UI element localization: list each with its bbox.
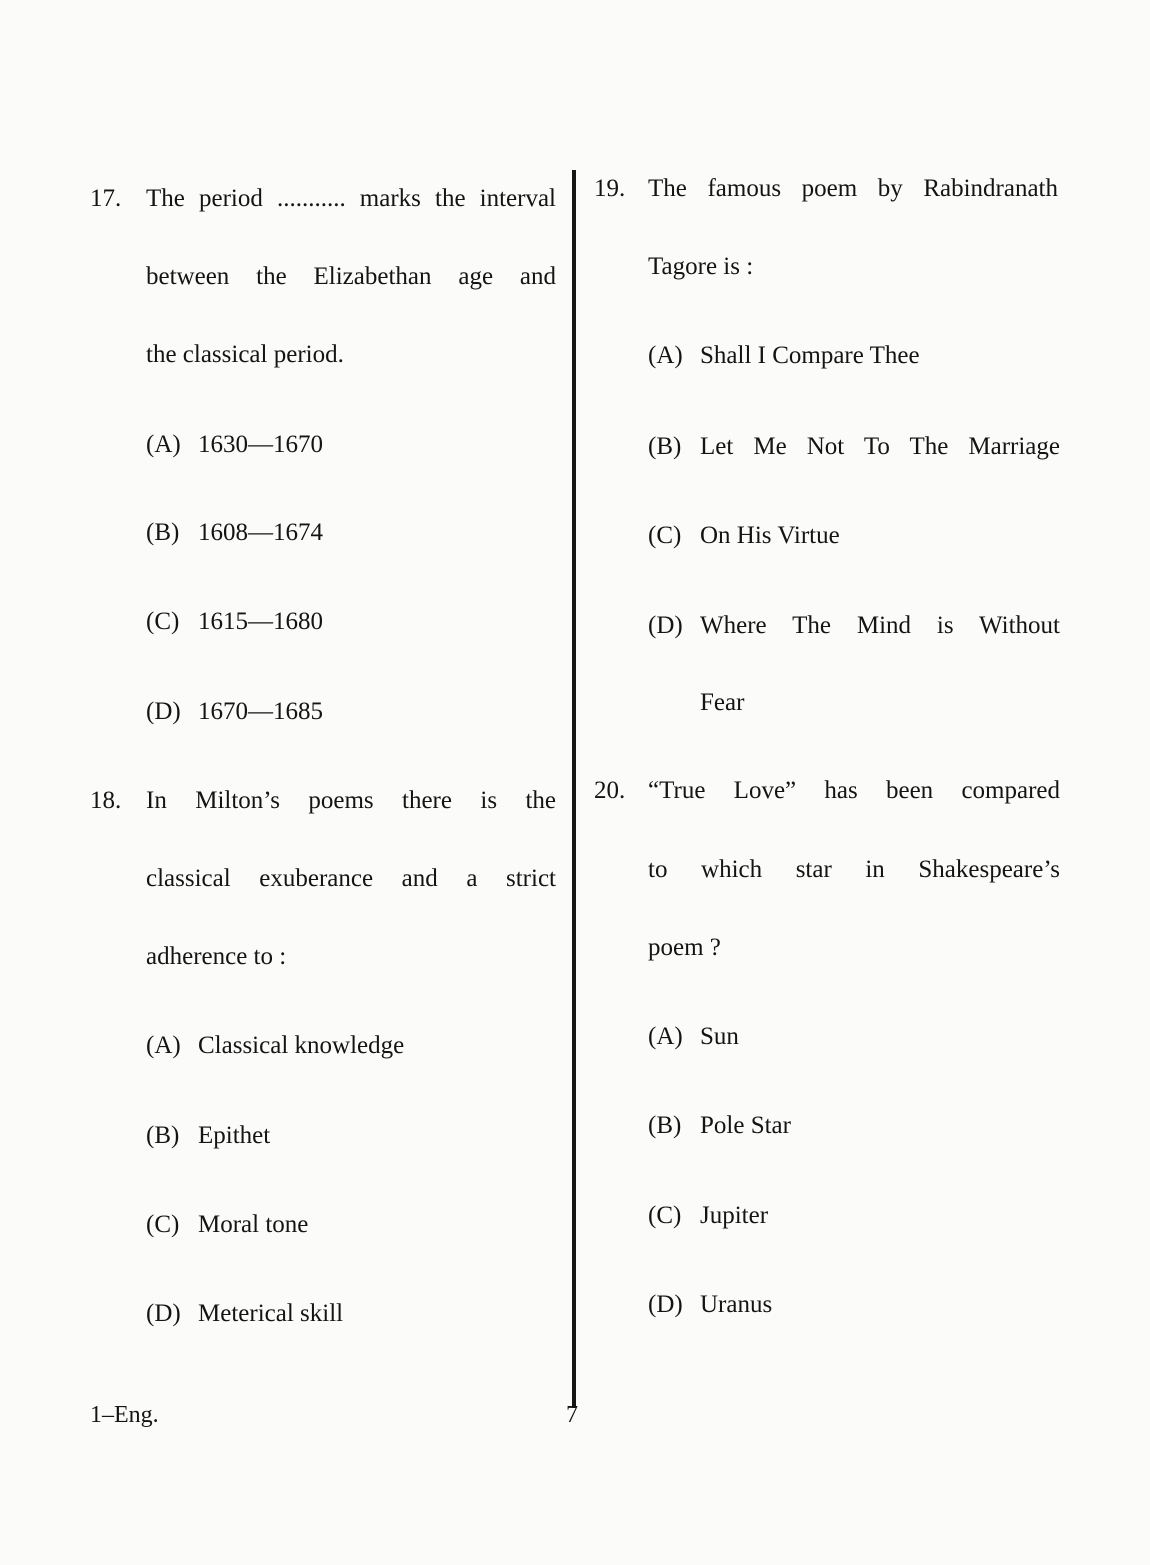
question-text-line: between the Elizabethan age and: [146, 263, 556, 290]
option-d[interactable]: [648, 1290, 772, 1320]
option-a[interactable]: [146, 1031, 404, 1061]
option-text: 1608—1674: [198, 519, 323, 546]
option-a[interactable]: [648, 341, 920, 371]
page-number: 7: [566, 1402, 578, 1428]
option-b[interactable]: [146, 518, 323, 548]
question-number: 18.: [90, 787, 122, 814]
option-text: Moral tone: [198, 1211, 309, 1238]
option-text: Sun: [700, 1023, 739, 1050]
question-text-line: the classical period.: [146, 341, 344, 368]
option-letter: (A): [648, 342, 683, 369]
question-text-line: classical exuberance and a strict: [146, 865, 556, 892]
option-text: Jupiter: [700, 1202, 769, 1229]
question-text-line: “True Love” has been compared: [648, 777, 1060, 804]
option-d[interactable]: [146, 1299, 343, 1329]
option-d[interactable]: [146, 697, 323, 727]
option-letter: (B): [146, 519, 180, 546]
option-letter: (D): [146, 698, 181, 725]
option-letter: (D): [648, 612, 683, 639]
option-letter: (A): [146, 431, 181, 458]
option-text: On His Virtue: [700, 522, 840, 549]
option-letter: (C): [146, 608, 180, 635]
option-text: Let Me Not To The Marriage: [700, 433, 1060, 460]
question-text-line: adherence to :: [146, 943, 287, 970]
column-divider: [572, 170, 576, 1408]
question-number: 20.: [594, 777, 626, 804]
question-text-line: In Milton’s poems there is the: [146, 787, 556, 814]
option-letter: (A): [146, 1032, 181, 1059]
option-text: Where The Mind is Without: [700, 612, 1060, 639]
option-text: Pole Star: [700, 1112, 791, 1139]
option-text: 1670—1685: [198, 698, 323, 725]
question-text-line: The famous poem by Rabindranath: [648, 175, 1058, 202]
option-b[interactable]: [146, 1121, 270, 1151]
option-text-continuation: Fear: [700, 689, 745, 716]
option-letter: (D): [146, 1300, 181, 1327]
option-letter: (B): [146, 1122, 180, 1149]
option-text: 1615—1680: [198, 608, 323, 635]
option-letter: (C): [146, 1211, 180, 1238]
option-a[interactable]: [146, 430, 323, 460]
question-text-line: poem ?: [648, 934, 721, 961]
question-text-line: Tagore is :: [648, 253, 754, 280]
option-letter: (D): [648, 1291, 683, 1318]
booklet-code: 1–Eng.: [90, 1402, 159, 1428]
option-text: 1630—1670: [198, 431, 323, 458]
question-text-line: to which star in Shakespeare’s: [648, 856, 1060, 883]
option-text: Epithet: [198, 1122, 271, 1149]
question-text-line: The period ........... marks the interval: [146, 185, 556, 212]
option-b[interactable]: [648, 1111, 791, 1141]
option-text: Shall I Compare Thee: [700, 342, 920, 369]
option-text: Uranus: [700, 1291, 773, 1318]
option-text: Classical knowledge: [198, 1032, 405, 1059]
option-d[interactable]: [648, 611, 1060, 641]
option-c[interactable]: [648, 521, 840, 551]
option-text: Meterical skill: [198, 1300, 344, 1327]
option-c[interactable]: [146, 1210, 308, 1240]
option-letter: (B): [648, 433, 682, 460]
option-b[interactable]: [648, 432, 1060, 462]
question-number: 17.: [90, 185, 122, 212]
option-c[interactable]: [146, 607, 323, 637]
option-letter: (A): [648, 1023, 683, 1050]
option-letter: (C): [648, 522, 682, 549]
option-letter: (C): [648, 1202, 682, 1229]
option-c[interactable]: [648, 1201, 768, 1231]
option-letter: (B): [648, 1112, 682, 1139]
question-number: 19.: [594, 175, 626, 202]
option-a[interactable]: [648, 1022, 739, 1052]
